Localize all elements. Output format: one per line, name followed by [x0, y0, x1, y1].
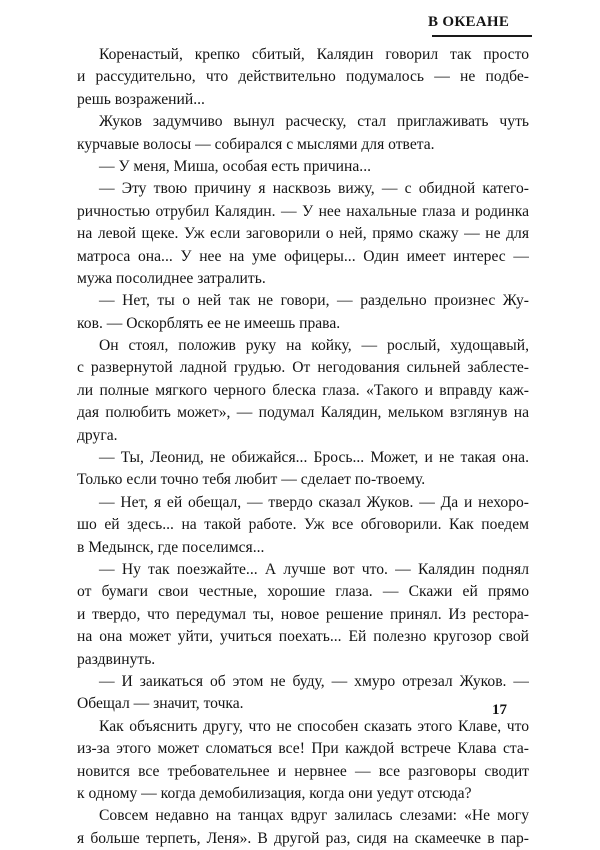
text-line: Как объяснить другу, что не способен сказать этого Клаве, что — [99, 717, 529, 735]
running-head-rule — [432, 35, 532, 37]
text-line: на левой щеке. Уж если заговорили о ней, прямо скажу — не для — [77, 225, 529, 243]
text-line: Коренастый, крепко сбитый, Калядин говорил так просто — [99, 46, 529, 63]
text-line: Только если точно тебя любит — сделает по-твоему. — [77, 471, 426, 489]
text-line: шо ей здесь... на такой работе. Уж все обговорили. Как поедем — [77, 516, 529, 534]
body-text — [77, 44, 529, 850]
paragraph — [77, 156, 529, 178]
paragraph — [77, 671, 529, 716]
text-line: Жуков задумчиво вынул расческу, стал приглаживать чуть — [99, 113, 529, 131]
text-line: к одному — когда демобилизация, когда они уедут отсюда? — [77, 784, 472, 802]
running-head: В ОКЕАНЕ — [428, 14, 510, 30]
text-line: на она может уйти, учиться поехать... Ей полезно кругозор свой — [77, 628, 529, 646]
text-line: новится все требовательнее и нервнее — все разговоры сводит — [77, 762, 529, 780]
text-line: ричностью отрубил Калядин. — У нее нахальные глаза и родинка — [77, 202, 529, 220]
text-line: Он стоял, положив руку на койку, — рослый, худощавый, — [99, 337, 529, 355]
text-line: — Эту твою причину я насквозь вижу, — с обидной катего- — [99, 180, 529, 198]
text-line: решь возражений... — [77, 90, 205, 108]
text-line: раздвинуть. — [77, 650, 156, 668]
text-line: друга. — [77, 426, 118, 444]
text-line: из-за этого может сломаться все! При каждой встрече Клава ста- — [77, 740, 529, 758]
text-line: я больше терпеть, Леня». В другой раз, сидя на скамеечке в пар- — [77, 829, 529, 847]
text-line: мужа посолиднее затралить. — [77, 269, 266, 287]
text-line: — У меня, Миша, особая есть причина... — [99, 157, 371, 175]
paragraph — [77, 716, 529, 806]
text-line: от бумаги свои честные, хорошие глаза. — Скажи ей прямо — [77, 583, 529, 601]
page-number: 17 — [492, 702, 507, 718]
paragraph — [77, 805, 529, 850]
text-line: и рассудительно, что действительно подумалось — не подбе- — [77, 68, 529, 86]
text-line: — Нет, ты о ней так не говори, — раздельно произнес Жу- — [99, 292, 529, 310]
text-line: в Медынск, где поселимся... — [77, 538, 265, 556]
text-line: курчавые волосы — собирался с мыслями для ответа. — [77, 135, 435, 153]
text-line: — Ну так поезжайте... А лучше вот что. — Калядин поднял — [99, 560, 529, 578]
paragraph — [77, 111, 529, 156]
text-line: ли полные мягкого черного блеска глаза. «Такого и вправду каж- — [77, 381, 529, 399]
paragraph — [77, 559, 529, 671]
paragraph — [77, 492, 529, 559]
text-line: дая полюбить может», — подумал Калядин, мельком взглянув на — [77, 404, 529, 422]
text-line: ков. — Оскорблять ее не имеешь права. — [77, 314, 341, 332]
text-line: — Нет, я ей обещал, — твердо сказал Жуков. — Да и нехоро- — [99, 493, 529, 511]
text-line: матроса она... У нее на уме офицеры... Один имеет интерес — — [77, 247, 529, 265]
paragraph — [77, 335, 529, 447]
text-line: Обещал — значит, точка. — [77, 695, 244, 713]
text-line: — И заикаться об этом не буду, — хмуро отрезал Жуков. — — [99, 672, 529, 690]
text-line: Совсем недавно на танцах вдруг залилась слезами: «Не могу — [99, 807, 529, 825]
paragraph — [77, 44, 529, 111]
text-line: с развернутой ладной грудью. От негодования сильней заблесте- — [77, 359, 529, 377]
text-line: — Ты, Леонид, не обижайся... Брось... Может, и не такая она. — [99, 449, 529, 467]
text-line: и твердо, что передумал ты, новое решение принял. Из рестора- — [77, 605, 529, 623]
paragraph — [77, 178, 529, 290]
paragraph — [77, 447, 529, 492]
paragraph — [77, 290, 529, 335]
